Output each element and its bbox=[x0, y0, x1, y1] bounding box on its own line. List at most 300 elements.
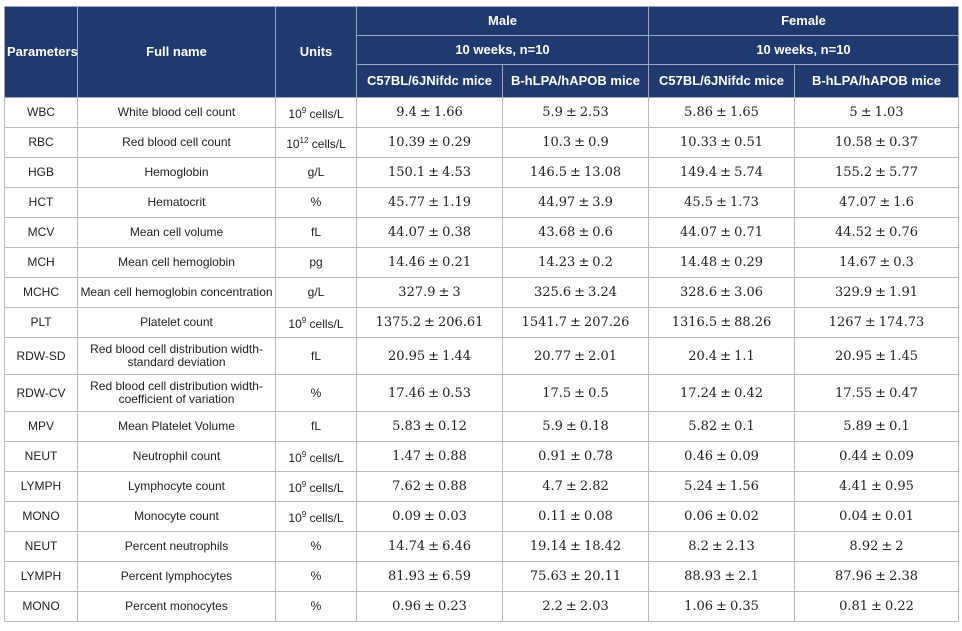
sd-value: 0.35 bbox=[729, 599, 759, 614]
table-row bbox=[5, 248, 959, 278]
plus-minus-sign: ± bbox=[720, 419, 732, 434]
plus-minus-sign: ± bbox=[578, 225, 590, 240]
table-row bbox=[5, 338, 959, 375]
unit-cell: % bbox=[276, 562, 357, 592]
mean-value: 20.77 bbox=[533, 348, 572, 364]
plus-minus-sign: ± bbox=[424, 599, 435, 614]
plus-minus-sign: ± bbox=[424, 315, 435, 330]
parameter-cell: MCV bbox=[5, 218, 78, 248]
plus-minus-sign: ± bbox=[565, 105, 577, 120]
plus-minus-sign: ± bbox=[871, 449, 882, 464]
table-row bbox=[5, 158, 959, 188]
plus-minus-sign: ± bbox=[875, 285, 887, 300]
sd-value: 0.03 bbox=[437, 509, 467, 524]
parameter-cell: RBC bbox=[5, 128, 78, 158]
sd-value: 0.9 bbox=[588, 135, 609, 150]
mean-value: 19.14 bbox=[529, 539, 568, 554]
value-cell bbox=[503, 472, 649, 502]
mean-value: 20.4 bbox=[688, 348, 718, 364]
value-cell bbox=[795, 532, 959, 562]
value-cell bbox=[795, 375, 959, 412]
unit-cell: pg bbox=[276, 248, 357, 278]
unit-base: 10 bbox=[288, 511, 302, 525]
sd-value: 0.29 bbox=[442, 135, 472, 150]
value-cell bbox=[649, 158, 795, 188]
plus-minus-sign: ± bbox=[720, 315, 732, 330]
value-cell bbox=[649, 188, 795, 218]
mean-value: 10.3 bbox=[542, 135, 572, 150]
header-units: Units bbox=[276, 7, 357, 98]
value-cell bbox=[795, 278, 959, 308]
full-name-cell: Mean Platelet Volume bbox=[78, 412, 276, 442]
sd-value: 1.73 bbox=[729, 195, 759, 210]
sd-value: 4.53 bbox=[442, 165, 472, 180]
value-cell bbox=[795, 562, 959, 592]
parameter-cell: MCH bbox=[5, 248, 78, 278]
full-name-cell: Red blood cell distribution width-coefficient of variation bbox=[78, 375, 276, 412]
table-row bbox=[5, 98, 959, 128]
header-female: Female bbox=[649, 7, 959, 36]
plus-minus-sign: ± bbox=[428, 195, 440, 210]
mean-value: 44.97 bbox=[538, 195, 576, 210]
plus-minus-sign: ± bbox=[875, 135, 887, 150]
parameter-cell: RDW-SD bbox=[5, 338, 78, 375]
sd-value: 0.42 bbox=[734, 385, 764, 401]
plus-minus-sign: ± bbox=[720, 165, 732, 180]
plus-minus-sign: ± bbox=[419, 105, 431, 120]
mean-value: 10.58 bbox=[834, 135, 873, 150]
sd-value: 1.1 bbox=[734, 348, 755, 364]
sd-value: 0.1 bbox=[889, 419, 910, 434]
sd-value: 1.03 bbox=[874, 105, 904, 120]
unit-cell bbox=[276, 98, 357, 128]
table-row bbox=[5, 472, 959, 502]
unit-base: 10 bbox=[288, 481, 302, 495]
value-cell bbox=[795, 592, 959, 622]
plus-minus-sign: ± bbox=[711, 539, 723, 554]
unit-suffix: cells/L bbox=[306, 317, 344, 331]
full-name-cell: Monocyte count bbox=[78, 502, 276, 532]
table-row bbox=[5, 308, 959, 338]
mean-value: 327.9 bbox=[398, 285, 436, 300]
table-body bbox=[5, 98, 959, 622]
unit-cell: % bbox=[276, 375, 357, 412]
parameter-cell: NEUT bbox=[5, 442, 78, 472]
plus-minus-sign: ± bbox=[424, 479, 435, 494]
value-cell bbox=[357, 308, 503, 338]
plus-minus-sign: ± bbox=[875, 165, 887, 180]
full-name-cell: Red blood cell count bbox=[78, 128, 276, 158]
plus-minus-sign: ± bbox=[578, 195, 590, 210]
sd-value: 6.59 bbox=[442, 569, 472, 584]
unit-cell bbox=[276, 128, 357, 158]
plus-minus-sign: ± bbox=[428, 255, 440, 270]
sd-value: 13.08 bbox=[583, 165, 622, 180]
plus-minus-sign: ± bbox=[716, 195, 727, 210]
table-row bbox=[5, 128, 959, 158]
value-cell bbox=[503, 218, 649, 248]
unit-exponent: 9 bbox=[301, 480, 307, 489]
plus-minus-sign: ± bbox=[424, 509, 435, 524]
unit-base: 10 bbox=[286, 137, 300, 151]
plus-minus-sign: ± bbox=[428, 539, 440, 554]
mean-value: 88.93 bbox=[684, 569, 722, 584]
unit-suffix: cells/L bbox=[306, 451, 344, 465]
sd-value: 1.19 bbox=[442, 195, 472, 210]
sd-value: 0.5 bbox=[588, 385, 609, 401]
mean-value: 14.67 bbox=[839, 255, 877, 270]
plus-minus-sign: ± bbox=[871, 509, 882, 524]
plus-minus-sign: ± bbox=[864, 315, 876, 330]
value-cell bbox=[357, 375, 503, 412]
full-name-cell: Percent lymphocytes bbox=[78, 562, 276, 592]
value-cell bbox=[357, 158, 503, 188]
mean-value: 5.83 bbox=[392, 419, 422, 434]
mean-value: 45.77 bbox=[387, 195, 426, 210]
mean-value: 8.92 bbox=[849, 539, 879, 554]
value-cell bbox=[357, 502, 503, 532]
table-row bbox=[5, 502, 959, 532]
sd-value: 207.26 bbox=[583, 315, 630, 330]
value-cell bbox=[503, 562, 649, 592]
mean-value: 0.11 bbox=[538, 509, 568, 524]
mean-value: 5.82 bbox=[688, 419, 718, 434]
unit-exponent: 12 bbox=[299, 136, 309, 145]
plus-minus-sign: ± bbox=[570, 539, 581, 554]
plus-minus-sign: ± bbox=[716, 449, 727, 464]
mean-value: 20.95 bbox=[387, 348, 426, 364]
mean-value: 5.9 bbox=[542, 105, 563, 120]
plus-minus-sign: ± bbox=[879, 255, 891, 270]
mean-value: 10.33 bbox=[679, 135, 718, 150]
plus-minus-sign: ± bbox=[716, 479, 727, 494]
plus-minus-sign: ± bbox=[720, 255, 732, 270]
parameter-cell: LYMPH bbox=[5, 472, 78, 502]
sd-value: 0.88 bbox=[437, 479, 467, 494]
sd-value: 0.18 bbox=[579, 419, 609, 434]
value-cell bbox=[503, 308, 649, 338]
sd-value: 88.26 bbox=[734, 315, 772, 330]
plus-minus-sign: ± bbox=[720, 385, 732, 401]
plus-minus-sign: ± bbox=[578, 255, 590, 270]
plus-minus-sign: ± bbox=[565, 479, 577, 494]
parameter-cell: PLT bbox=[5, 308, 78, 338]
value-cell bbox=[503, 128, 649, 158]
full-name-cell: Percent monocytes bbox=[78, 592, 276, 622]
mean-value: 146.5 bbox=[529, 165, 568, 180]
sd-value: 1.65 bbox=[729, 105, 759, 120]
table-row bbox=[5, 188, 959, 218]
sd-value: 1.44 bbox=[442, 348, 472, 364]
value-cell bbox=[649, 412, 795, 442]
plus-minus-sign: ± bbox=[428, 385, 440, 401]
value-cell bbox=[649, 562, 795, 592]
mean-value: 329.9 bbox=[834, 285, 873, 300]
plus-minus-sign: ± bbox=[720, 135, 732, 150]
value-cell bbox=[649, 128, 795, 158]
value-cell bbox=[357, 562, 503, 592]
value-cell bbox=[503, 158, 649, 188]
sd-value: 0.23 bbox=[437, 599, 467, 614]
full-name-cell: Lymphocyte count bbox=[78, 472, 276, 502]
plus-minus-sign: ± bbox=[875, 385, 887, 401]
plus-minus-sign: ± bbox=[428, 348, 440, 364]
sd-value: 0.53 bbox=[442, 385, 472, 401]
unit-cell bbox=[276, 308, 357, 338]
mean-value: 0.04 bbox=[839, 509, 869, 524]
parameter-cell: RDW-CV bbox=[5, 375, 78, 412]
plus-minus-sign: ± bbox=[574, 135, 586, 150]
header-female-strain-humanized: B-hLPA/hAPOB mice bbox=[795, 65, 959, 98]
table-row bbox=[5, 375, 959, 412]
plus-minus-sign: ± bbox=[570, 165, 581, 180]
header-male-strain-wildtype: C57BL/6JNifdc mice bbox=[357, 65, 503, 98]
value-cell bbox=[649, 338, 795, 375]
plus-minus-sign: ± bbox=[716, 509, 727, 524]
sd-value: 0.09 bbox=[884, 449, 914, 464]
value-cell bbox=[357, 98, 503, 128]
value-cell bbox=[357, 412, 503, 442]
mean-value: 44.52 bbox=[834, 225, 873, 240]
unit-exponent: 9 bbox=[301, 510, 307, 519]
unit-cell: fL bbox=[276, 338, 357, 375]
header-female-group: 10 weeks, n=10 bbox=[649, 36, 959, 65]
value-cell bbox=[795, 248, 959, 278]
mean-value: 4.41 bbox=[839, 479, 869, 494]
sd-value: 18.42 bbox=[583, 539, 622, 554]
mean-value: 87.96 bbox=[834, 569, 873, 584]
full-name-cell: Percent neutrophils bbox=[78, 532, 276, 562]
value-cell bbox=[649, 308, 795, 338]
table-row bbox=[5, 278, 959, 308]
plus-minus-sign: ± bbox=[565, 419, 577, 434]
unit-cell: % bbox=[276, 592, 357, 622]
parameter-cell: MONO bbox=[5, 592, 78, 622]
parameter-cell: WBC bbox=[5, 98, 78, 128]
value-cell bbox=[357, 472, 503, 502]
mean-value: 14.74 bbox=[387, 539, 426, 554]
mean-value: 328.6 bbox=[679, 285, 718, 300]
plus-minus-sign: ± bbox=[716, 599, 727, 614]
value-cell bbox=[649, 442, 795, 472]
sd-value: 0.22 bbox=[884, 599, 914, 614]
table-row bbox=[5, 412, 959, 442]
unit-suffix: cells/L bbox=[308, 137, 346, 151]
plus-minus-sign: ± bbox=[720, 225, 732, 240]
mean-value: 9.4 bbox=[396, 105, 417, 120]
mean-value: 17.5 bbox=[542, 385, 572, 401]
mean-value: 0.91 bbox=[538, 449, 568, 464]
value-cell bbox=[357, 218, 503, 248]
plus-minus-sign: ± bbox=[574, 285, 586, 300]
sd-value: 2 bbox=[895, 539, 904, 554]
header-male-group: 10 weeks, n=10 bbox=[357, 36, 649, 65]
table-row bbox=[5, 442, 959, 472]
sd-value: 0.08 bbox=[583, 509, 613, 524]
mean-value: 8.2 bbox=[688, 539, 709, 554]
full-name-cell: Mean cell hemoglobin concentration bbox=[78, 278, 276, 308]
value-cell bbox=[503, 278, 649, 308]
plus-minus-sign: ± bbox=[438, 285, 450, 300]
sd-value: 2.13 bbox=[725, 539, 755, 554]
plus-minus-sign: ± bbox=[871, 599, 882, 614]
sd-value: 20.11 bbox=[583, 569, 622, 584]
plus-minus-sign: ± bbox=[428, 569, 440, 584]
value-cell bbox=[357, 278, 503, 308]
sd-value: 5.74 bbox=[734, 165, 764, 180]
full-name-cell: Mean cell volume bbox=[78, 218, 276, 248]
mean-value: 44.07 bbox=[387, 225, 426, 240]
value-cell bbox=[795, 218, 959, 248]
plus-minus-sign: ± bbox=[720, 348, 732, 364]
value-cell bbox=[503, 248, 649, 278]
sd-value: 1.56 bbox=[729, 479, 759, 494]
value-cell bbox=[795, 412, 959, 442]
mean-value: 1316.5 bbox=[671, 315, 718, 330]
plus-minus-sign: ± bbox=[871, 479, 882, 494]
unit-suffix: cells/L bbox=[306, 107, 344, 121]
header-parameters: Parameters bbox=[5, 7, 78, 98]
sd-value: 2.01 bbox=[588, 348, 618, 364]
plus-minus-sign: ± bbox=[875, 225, 887, 240]
hematology-table bbox=[4, 6, 959, 622]
unit-cell: g/L bbox=[276, 158, 357, 188]
value-cell bbox=[503, 98, 649, 128]
sd-value: 0.71 bbox=[734, 225, 764, 240]
sd-value: 1.91 bbox=[889, 285, 919, 300]
sd-value: 0.38 bbox=[442, 225, 472, 240]
mean-value: 4.7 bbox=[542, 479, 563, 494]
plus-minus-sign: ± bbox=[574, 385, 586, 401]
plus-minus-sign: ± bbox=[570, 315, 581, 330]
unit-cell bbox=[276, 442, 357, 472]
plus-minus-sign: ± bbox=[424, 419, 435, 434]
plus-minus-sign: ± bbox=[879, 195, 891, 210]
value-cell bbox=[795, 308, 959, 338]
value-cell bbox=[649, 502, 795, 532]
mean-value: 0.44 bbox=[839, 449, 869, 464]
value-cell bbox=[357, 338, 503, 375]
mean-value: 43.68 bbox=[538, 225, 576, 240]
plus-minus-sign: ± bbox=[720, 285, 732, 300]
value-cell bbox=[503, 532, 649, 562]
mean-value: 75.63 bbox=[529, 569, 568, 584]
value-cell bbox=[795, 442, 959, 472]
mean-value: 1.47 bbox=[392, 449, 422, 464]
sd-value: 2.1 bbox=[738, 569, 759, 584]
mean-value: 17.46 bbox=[387, 385, 426, 401]
parameter-cell: MCHC bbox=[5, 278, 78, 308]
mean-value: 149.4 bbox=[679, 165, 718, 180]
value-cell bbox=[795, 338, 959, 375]
mean-value: 10.39 bbox=[387, 135, 426, 150]
mean-value: 1267 bbox=[828, 315, 862, 330]
mean-value: 0.09 bbox=[392, 509, 422, 524]
plus-minus-sign: ± bbox=[724, 569, 736, 584]
sd-value: 0.88 bbox=[437, 449, 467, 464]
unit-cell bbox=[276, 502, 357, 532]
unit-exponent: 9 bbox=[301, 450, 307, 459]
sd-value: 2.53 bbox=[579, 105, 609, 120]
full-name-cell: Mean cell hemoglobin bbox=[78, 248, 276, 278]
mean-value: 0.46 bbox=[684, 449, 714, 464]
mean-value: 5 bbox=[849, 105, 858, 120]
value-cell bbox=[649, 248, 795, 278]
value-cell bbox=[795, 502, 959, 532]
value-cell bbox=[795, 98, 959, 128]
mean-value: 20.95 bbox=[834, 348, 873, 364]
mean-value: 47.07 bbox=[839, 195, 877, 210]
full-name-cell: Platelet count bbox=[78, 308, 276, 338]
mean-value: 0.81 bbox=[839, 599, 869, 614]
plus-minus-sign: ± bbox=[570, 569, 581, 584]
unit-suffix: cells/L bbox=[306, 511, 344, 525]
mean-value: 17.55 bbox=[834, 385, 873, 401]
sd-value: 0.47 bbox=[889, 385, 919, 401]
sd-value: 2.38 bbox=[889, 569, 919, 584]
sd-value: 1.66 bbox=[433, 105, 463, 120]
mean-value: 5.9 bbox=[542, 419, 563, 434]
sd-value: 3 bbox=[452, 285, 461, 300]
value-cell bbox=[503, 338, 649, 375]
mean-value: 1.06 bbox=[684, 599, 714, 614]
header-full-name: Full name bbox=[78, 7, 276, 98]
mean-value: 81.93 bbox=[387, 569, 426, 584]
sd-value: 174.73 bbox=[878, 315, 925, 330]
sd-value: 0.21 bbox=[442, 255, 472, 270]
value-cell bbox=[649, 375, 795, 412]
plus-minus-sign: ± bbox=[570, 449, 581, 464]
parameter-cell: NEUT bbox=[5, 532, 78, 562]
value-cell bbox=[649, 472, 795, 502]
value-cell bbox=[649, 278, 795, 308]
mean-value: 45.5 bbox=[684, 195, 714, 210]
mean-value: 17.24 bbox=[679, 385, 718, 401]
unit-suffix: cells/L bbox=[306, 481, 344, 495]
parameter-cell: LYMPH bbox=[5, 562, 78, 592]
mean-value: 325.6 bbox=[533, 285, 572, 300]
value-cell bbox=[503, 592, 649, 622]
value-cell bbox=[503, 375, 649, 412]
sd-value: 0.37 bbox=[889, 135, 919, 150]
unit-exponent: 9 bbox=[301, 316, 307, 325]
mean-value: 7.62 bbox=[392, 479, 422, 494]
value-cell bbox=[649, 218, 795, 248]
unit-base: 10 bbox=[288, 107, 302, 121]
plus-minus-sign: ± bbox=[881, 539, 893, 554]
mean-value: 150.1 bbox=[387, 165, 426, 180]
full-name-cell: Hematocrit bbox=[78, 188, 276, 218]
sd-value: 0.09 bbox=[729, 449, 759, 464]
plus-minus-sign: ± bbox=[428, 225, 440, 240]
sd-value: 0.2 bbox=[592, 255, 613, 270]
unit-cell: fL bbox=[276, 412, 357, 442]
sd-value: 3.06 bbox=[734, 285, 764, 300]
table-row bbox=[5, 532, 959, 562]
header-female-strain-wildtype: C57BL/6JNifdc mice bbox=[649, 65, 795, 98]
header-male-strain-humanized: B-hLPA/hAPOB mice bbox=[503, 65, 649, 98]
value-cell bbox=[357, 592, 503, 622]
sd-value: 0.78 bbox=[583, 449, 613, 464]
parameter-cell: HGB bbox=[5, 158, 78, 188]
value-cell bbox=[503, 412, 649, 442]
mean-value: 5.89 bbox=[843, 419, 873, 434]
parameter-cell: MPV bbox=[5, 412, 78, 442]
sd-value: 0.1 bbox=[734, 419, 755, 434]
sd-value: 0.3 bbox=[893, 255, 914, 270]
plus-minus-sign: ± bbox=[875, 569, 887, 584]
mean-value: 155.2 bbox=[834, 165, 873, 180]
